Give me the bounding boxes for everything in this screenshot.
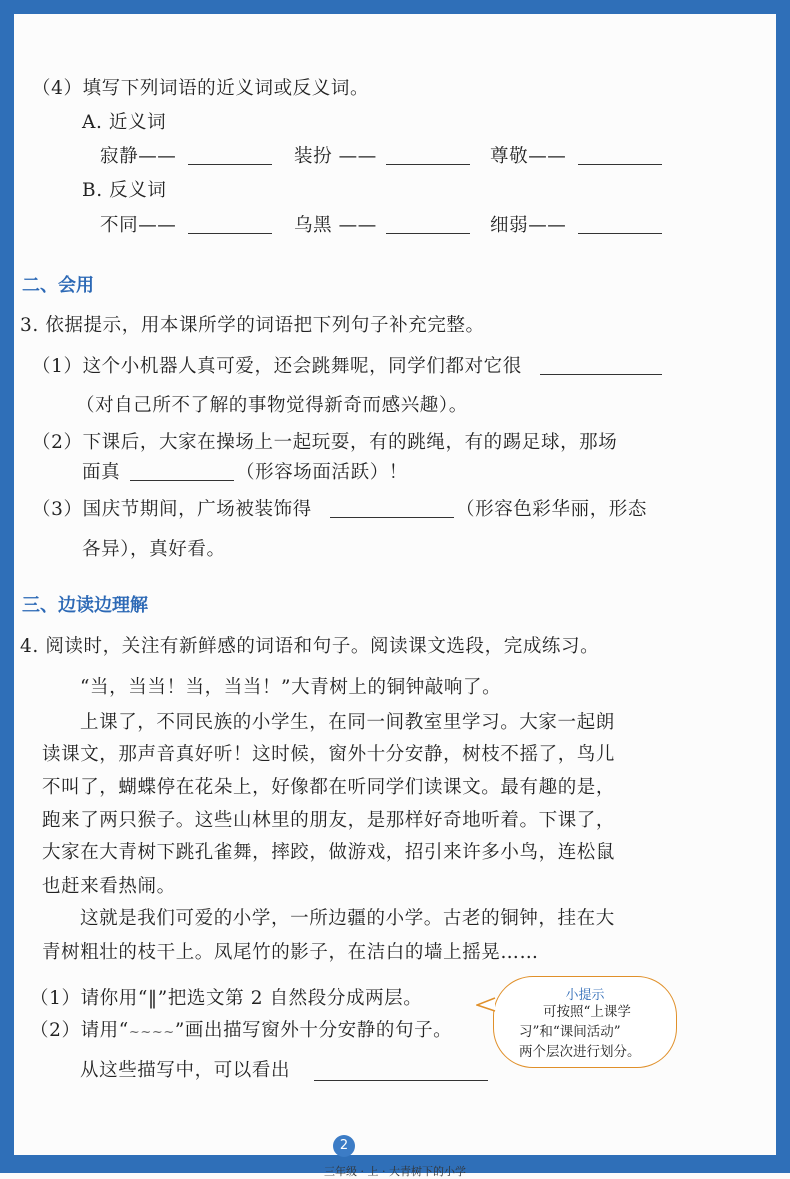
sentence-1-blank[interactable] — [540, 356, 662, 375]
passage-line: 跑来了两只猴子。这些山林里的朋友，是那样好奇地听着。下课了， — [42, 810, 616, 831]
passage-line: 这就是我们可爱的小学，一所边疆的小学。古老的铜钟，挂在大 — [80, 908, 615, 929]
tip-line: 两个层次进行划分。 — [519, 1044, 641, 1060]
synonym-blank-3[interactable] — [578, 146, 662, 165]
tip-pointer — [476, 996, 498, 1014]
section2-heading: 二、会用 — [22, 275, 94, 296]
antonym-blank-3[interactable] — [578, 215, 662, 234]
sentence-3-line-2: 各异），真好看。 — [82, 539, 226, 560]
synonym-word-1: 寂静—— — [100, 146, 177, 167]
footer-text: 三年级 · 上 · 大青树下的小学 — [324, 1165, 466, 1178]
tip-bubble — [493, 976, 677, 1068]
sentence-3-blank[interactable] — [330, 499, 454, 518]
section3-heading: 三、边读边理解 — [22, 595, 148, 616]
q4-title: （4）填写下列词语的近义词或反义词。 — [32, 78, 370, 99]
sentence-1-hint: （对自己所不了解的事物觉得新奇而感兴趣）。 — [76, 395, 468, 416]
sentence-3-hint: （形容色彩华丽，形态 — [456, 499, 648, 520]
tip-title: 小提示 — [565, 988, 605, 1003]
exercise-1: （1）请你用“‖”把选文第 2 自然段分成两层。 — [30, 988, 423, 1009]
passage-line: “当，当当！当，当当！”大青树上的铜钟敲响了。 — [80, 677, 502, 698]
synonym-label: A. 近义词 — [82, 112, 167, 133]
passage-line: 也赶来看热闹。 — [42, 876, 176, 897]
sentence-1-line-1: （1）这个小机器人真可爱，还会跳舞呢，同学们都对它很 — [32, 356, 522, 377]
question-3: 3. 依据提示，用本课所学的词语把下列句子补充完整。 — [20, 315, 485, 336]
tip-line: 可按照“上课学 — [543, 1004, 631, 1020]
antonym-label: B. 反义词 — [82, 180, 167, 201]
wavy-line-mark: ~~~~ — [128, 1025, 175, 1040]
synonym-blank-2[interactable] — [386, 146, 470, 165]
sentence-3-prefix: （3）国庆节期间，广场被装饰得 — [32, 499, 312, 520]
passage-line: 青树粗壮的枝干上。凤尾竹的影子，在洁白的墙上摇晃…… — [42, 942, 539, 963]
tip-line: 习”和“课间活动” — [519, 1024, 621, 1040]
exercise-2: （2）请用“~~~~”画出描写窗外十分安静的句子。 — [30, 1020, 453, 1041]
sentence-2-prefix: 面真 — [82, 462, 121, 483]
antonym-blank-1[interactable] — [188, 215, 272, 234]
passage-line: 上课了，不同民族的小学生，在同一间教室里学习。大家一起朗 — [80, 712, 615, 733]
synonym-word-2: 装扮 —— — [294, 146, 377, 167]
passage-line: 大家在大青树下跳孔雀舞，摔跤，做游戏，招引来许多小鸟，连松鼠 — [42, 842, 616, 863]
sentence-2-blank[interactable] — [130, 462, 234, 481]
exercise-3-blank[interactable] — [314, 1062, 488, 1081]
synonym-blank-1[interactable] — [188, 146, 272, 165]
antonym-blank-2[interactable] — [386, 215, 470, 234]
antonym-word-3: 细弱—— — [490, 215, 567, 236]
question-4: 4. 阅读时，关注有新鲜感的词语和句子。阅读课文选段，完成练习。 — [20, 636, 600, 657]
antonym-word-2: 乌黑 —— — [294, 215, 377, 236]
sentence-2-line-1: （2）下课后，大家在操场上一起玩耍，有的跳绳，有的踢足球，那场 — [32, 432, 618, 453]
sentence-2-hint: （形容场面活跃）！ — [236, 462, 408, 483]
antonym-word-1: 不同—— — [100, 215, 177, 236]
passage-line: 不叫了，蝴蝶停在花朵上，好像都在听同学们读课文。最有趣的是， — [42, 777, 616, 798]
synonym-word-3: 尊敬—— — [490, 146, 567, 167]
passage-line: 读课文，那声音真好听！这时候，窗外十分安静，树枝不摇了，鸟儿 — [42, 744, 616, 765]
page-number: 2 — [333, 1135, 355, 1157]
exercise-3-prompt: 从这些描写中，可以看出 — [80, 1060, 291, 1081]
